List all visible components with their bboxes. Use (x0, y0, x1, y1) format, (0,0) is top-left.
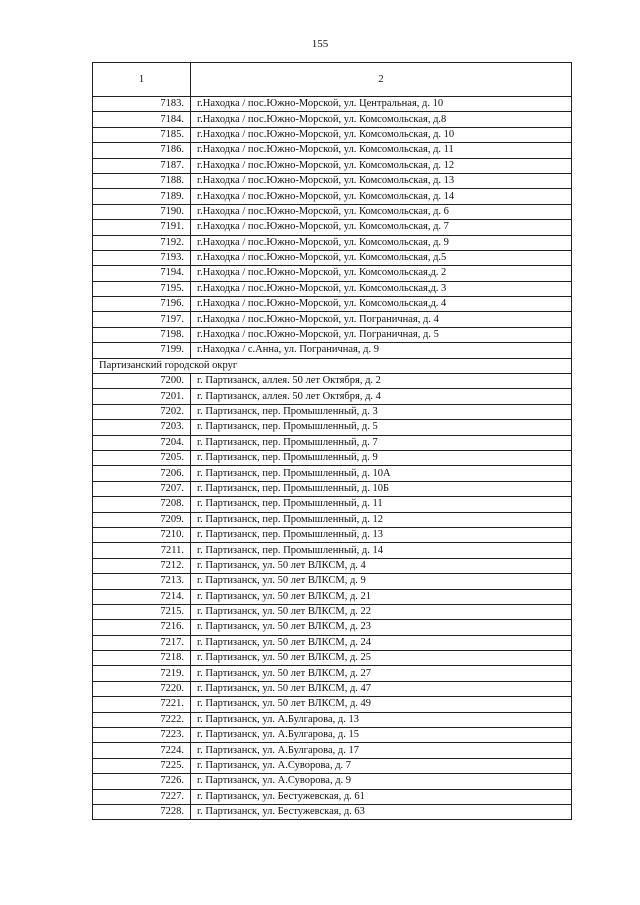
header-row (93, 63, 572, 97)
row-address: г. Партизанск, ул. А.Суворова, д. 7 (191, 758, 572, 773)
row-number: 7186. (93, 143, 191, 158)
row-address: г. Партизанск, ул. А.Булгарова, д. 15 (191, 728, 572, 743)
row-number: 7209. (93, 512, 191, 527)
table-body (93, 97, 572, 820)
row-address: г.Находка / с.Анна, ул. Пограничная, д. 9 (191, 343, 572, 358)
row-address: г.Находка / пос.Южно-Морской, ул. Комсомольская, д. 10 (191, 127, 572, 142)
row-number: 7185. (93, 127, 191, 142)
table-row (93, 281, 572, 296)
column-header-address: 2 (191, 63, 572, 97)
table-row (93, 189, 572, 204)
table-row (93, 651, 572, 666)
section-title: Партизанский городской округ (93, 358, 572, 373)
row-address: г. Партизанск, пер. Промышленный, д. 10А (191, 466, 572, 481)
table-header (93, 63, 572, 97)
row-number: 7203. (93, 420, 191, 435)
row-number: 7184. (93, 112, 191, 127)
row-address: г. Партизанск, ул. 50 лет ВЛКСМ, д. 9 (191, 574, 572, 589)
table-row (93, 389, 572, 404)
row-address: г.Находка / пос.Южно-Морской, ул. Комсомольская, д. 7 (191, 220, 572, 235)
row-address: г.Находка / пос.Южно-Морской, ул. Комсомольская,д. 3 (191, 281, 572, 296)
row-address: г.Находка / пос.Южно-Морской, ул. Комсомольская, д.5 (191, 250, 572, 265)
row-address: г. Партизанск, ул. 50 лет ВЛКСМ, д. 27 (191, 666, 572, 681)
row-number: 7226. (93, 774, 191, 789)
table-row (93, 774, 572, 789)
row-number: 7227. (93, 789, 191, 804)
table-row (93, 604, 572, 619)
table-row (93, 481, 572, 496)
row-number: 7228. (93, 804, 191, 819)
row-number: 7204. (93, 435, 191, 450)
row-number: 7183. (93, 97, 191, 112)
row-address: г. Партизанск, ул. 50 лет ВЛКСМ, д. 4 (191, 558, 572, 573)
table-row (93, 574, 572, 589)
table-row (93, 312, 572, 327)
row-number: 7221. (93, 697, 191, 712)
row-number: 7199. (93, 343, 191, 358)
table-row (93, 450, 572, 465)
row-address: г. Партизанск, ул. 50 лет ВЛКСМ, д. 24 (191, 635, 572, 650)
row-number: 7201. (93, 389, 191, 404)
row-address: г.Находка / пос.Южно-Морской, ул. Комсомольская, д. 6 (191, 204, 572, 219)
row-number: 7211. (93, 543, 191, 558)
row-address: г.Находка / пос.Южно-Морской, ул. Комсомольская, д. 14 (191, 189, 572, 204)
table-row (93, 558, 572, 573)
table-row (93, 620, 572, 635)
table-row (93, 220, 572, 235)
row-address: г. Партизанск, аллея. 50 лет Октября, д. 4 (191, 389, 572, 404)
row-address: г. Партизанск, ул. 50 лет ВЛКСМ, д. 25 (191, 651, 572, 666)
table-row (93, 743, 572, 758)
table-row (93, 404, 572, 419)
table-row (93, 420, 572, 435)
row-number: 7193. (93, 250, 191, 265)
row-number: 7223. (93, 728, 191, 743)
row-address: г. Партизанск, пер. Промышленный, д. 5 (191, 420, 572, 435)
table-row (93, 728, 572, 743)
row-address: г.Находка / пос.Южно-Морской, ул. Центральная, д. 10 (191, 97, 572, 112)
table-row (93, 97, 572, 112)
row-number: 7188. (93, 173, 191, 188)
table-row (93, 635, 572, 650)
table-row (93, 697, 572, 712)
row-number: 7219. (93, 666, 191, 681)
table-row (93, 173, 572, 188)
row-address: г. Партизанск, пер. Промышленный, д. 9 (191, 450, 572, 465)
table-row (93, 497, 572, 512)
row-address: г. Партизанск, пер. Промышленный, д. 13 (191, 527, 572, 542)
table-row (93, 143, 572, 158)
table-row (93, 235, 572, 250)
table-row (93, 758, 572, 773)
row-number: 7202. (93, 404, 191, 419)
table-row (93, 589, 572, 604)
row-number: 7222. (93, 712, 191, 727)
row-address: г.Находка / пос.Южно-Морской, ул. Комсомольская, д. 9 (191, 235, 572, 250)
row-address: г. Партизанск, пер. Промышленный, д. 3 (191, 404, 572, 419)
row-number: 7220. (93, 681, 191, 696)
row-address: г. Партизанск, пер. Промышленный, д. 11 (191, 497, 572, 512)
row-number: 7218. (93, 651, 191, 666)
row-address: г.Находка / пос.Южно-Морской, ул. Комсомольская, д. 13 (191, 173, 572, 188)
table-row (93, 789, 572, 804)
table-row (93, 512, 572, 527)
row-address: г.Находка / пос.Южно-Морской, ул. Пограничная, д. 4 (191, 312, 572, 327)
row-address: г.Находка / пос.Южно-Морской, ул. Комсомольская, д. 11 (191, 143, 572, 158)
table-row (93, 343, 572, 358)
row-address: г. Партизанск, ул. 50 лет ВЛКСМ, д. 21 (191, 589, 572, 604)
row-address: г. Партизанск, пер. Промышленный, д. 12 (191, 512, 572, 527)
row-address: г. Партизанск, ул. 50 лет ВЛКСМ, д. 23 (191, 620, 572, 635)
row-number: 7190. (93, 204, 191, 219)
row-number: 7215. (93, 604, 191, 619)
table-row (93, 374, 572, 389)
row-number: 7217. (93, 635, 191, 650)
row-number: 7212. (93, 558, 191, 573)
row-address: г.Находка / пос.Южно-Морской, ул. Комсомольская, д.8 (191, 112, 572, 127)
row-number: 7189. (93, 189, 191, 204)
row-number: 7207. (93, 481, 191, 496)
row-address: г. Партизанск, ул. А.Булгарова, д. 17 (191, 743, 572, 758)
table-row (93, 266, 572, 281)
table-row (93, 543, 572, 558)
address-registry-table (92, 62, 572, 820)
row-number: 7208. (93, 497, 191, 512)
table-row (93, 297, 572, 312)
page-number: 155 (311, 38, 329, 50)
table-row (93, 435, 572, 450)
table-row (93, 158, 572, 173)
row-address: г. Партизанск, пер. Промышленный, д. 7 (191, 435, 572, 450)
row-address: г. Партизанск, ул. А.Булгарова, д. 13 (191, 712, 572, 727)
table-row (93, 712, 572, 727)
row-number: 7196. (93, 297, 191, 312)
row-address: г. Партизанск, аллея. 50 лет Октября, д. 2 (191, 374, 572, 389)
row-number: 7194. (93, 266, 191, 281)
row-address: г.Находка / пос.Южно-Морской, ул. Комсомольская,д. 2 (191, 266, 572, 281)
row-number: 7187. (93, 158, 191, 173)
row-address: г.Находка / пос.Южно-Морской, ул. Комсомольская,д. 4 (191, 297, 572, 312)
row-address: г. Партизанск, пер. Промышленный, д. 14 (191, 543, 572, 558)
row-address: г. Партизанск, ул. Бестужевская, д. 63 (191, 804, 572, 819)
row-number: 7205. (93, 450, 191, 465)
column-header-number: 1 (93, 63, 191, 97)
row-number: 7191. (93, 220, 191, 235)
row-address: г.Находка / пос.Южно-Морской, ул. Пограничная, д. 5 (191, 327, 572, 342)
table-row (93, 681, 572, 696)
row-number: 7200. (93, 374, 191, 389)
table-row (93, 466, 572, 481)
table-row (93, 327, 572, 342)
table-row (93, 804, 572, 819)
table-row (93, 204, 572, 219)
table-row (93, 527, 572, 542)
table-row (93, 112, 572, 127)
table-row (93, 127, 572, 142)
row-address: г.Находка / пос.Южно-Морской, ул. Комсомольская, д. 12 (191, 158, 572, 173)
row-address: г. Партизанск, ул. Бестужевская, д. 61 (191, 789, 572, 804)
row-number: 7195. (93, 281, 191, 296)
row-number: 7192. (93, 235, 191, 250)
section-row (93, 358, 572, 373)
table-row (93, 666, 572, 681)
row-number: 7224. (93, 743, 191, 758)
row-number: 7214. (93, 589, 191, 604)
row-address: г. Партизанск, ул. 50 лет ВЛКСМ, д. 47 (191, 681, 572, 696)
row-number: 7216. (93, 620, 191, 635)
row-address: г. Партизанск, ул. 50 лет ВЛКСМ, д. 49 (191, 697, 572, 712)
row-number: 7206. (93, 466, 191, 481)
table-row (93, 250, 572, 265)
row-number: 7210. (93, 527, 191, 542)
row-address: г. Партизанск, пер. Промышленный, д. 10Б (191, 481, 572, 496)
row-number: 7197. (93, 312, 191, 327)
row-number: 7198. (93, 327, 191, 342)
row-address: г. Партизанск, ул. 50 лет ВЛКСМ, д. 22 (191, 604, 572, 619)
row-address: г. Партизанск, ул. А.Суворова, д. 9 (191, 774, 572, 789)
row-number: 7225. (93, 758, 191, 773)
row-number: 7213. (93, 574, 191, 589)
